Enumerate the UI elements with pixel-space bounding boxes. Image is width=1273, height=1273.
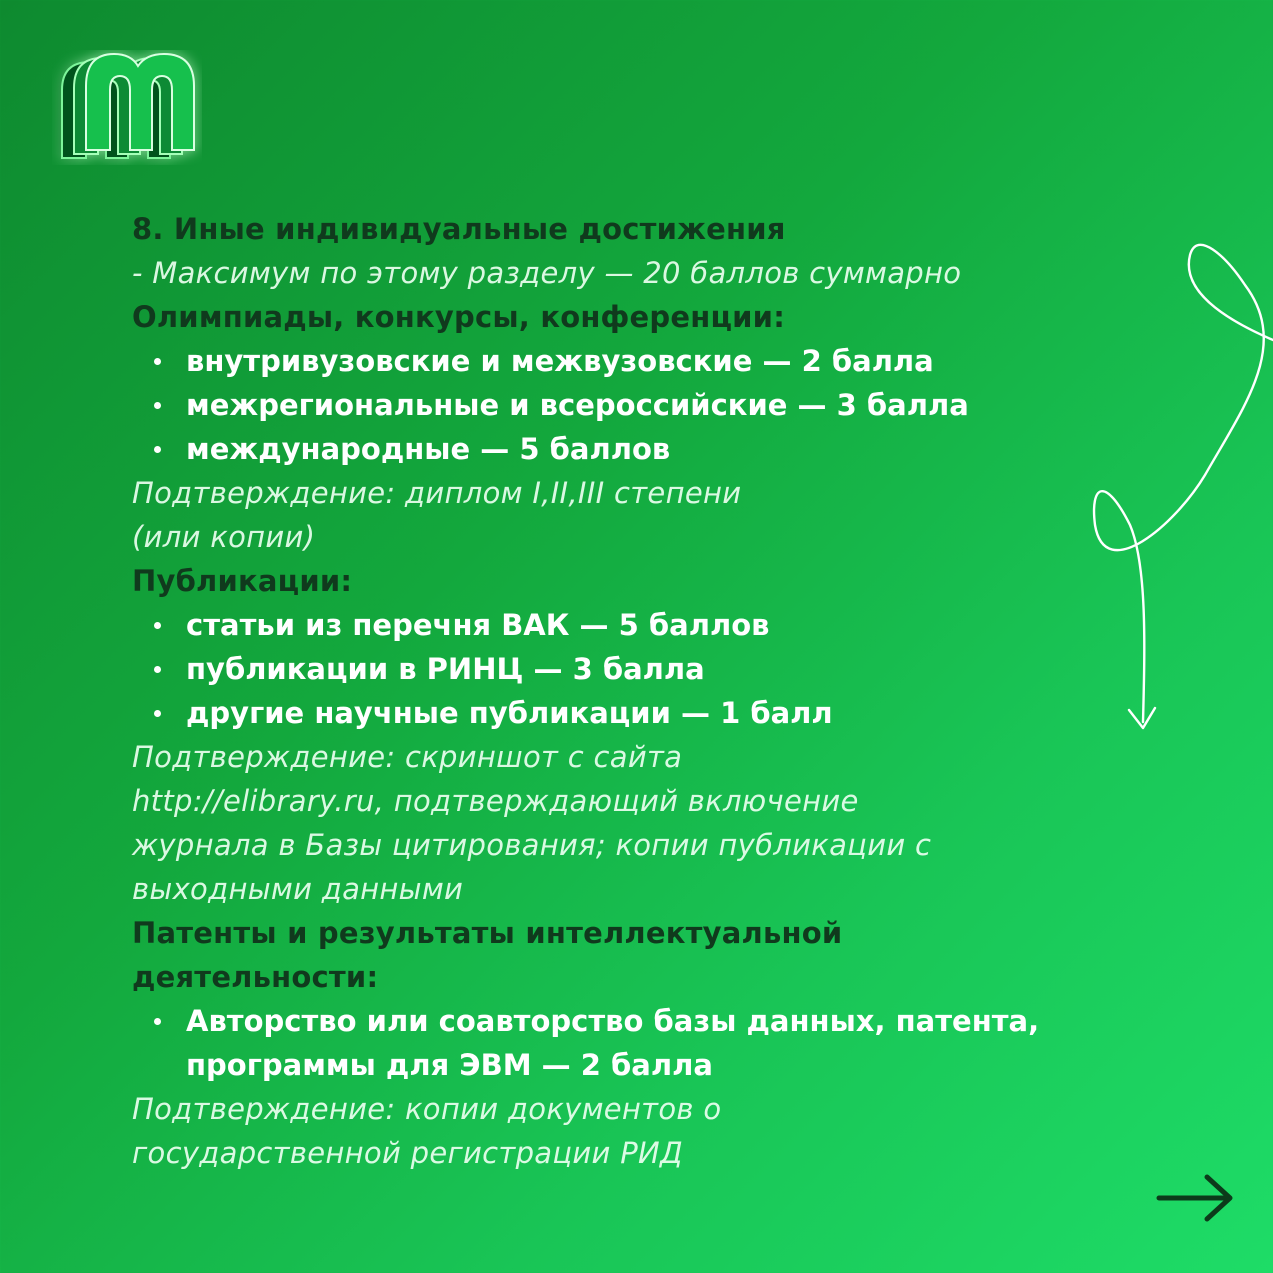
- arrow-right-icon[interactable]: [1155, 1172, 1237, 1224]
- m-letter-logo: [52, 50, 202, 165]
- publications-confirmation-line: выходными данными: [132, 872, 464, 906]
- list-item-line: Авторство или соавторство базы данных, патента,: [186, 1004, 1040, 1038]
- list-item: межрегиональные и всероссийские — 3 балла: [132, 383, 1172, 427]
- publications-confirmation-line: Подтверждение: скриншот с сайта: [132, 740, 683, 774]
- list-item: публикации в РИНЦ — 3 балла: [132, 647, 1172, 691]
- publications-confirmation-line: журнала в Базы цитирования; копии публикации с: [132, 828, 932, 862]
- patents-confirmation-line: Подтверждение: копии документов о: [132, 1092, 722, 1126]
- list-item: [132, 999, 1172, 1087]
- list-item: другие научные публикации — 1 балл: [132, 691, 1172, 735]
- main-content: [132, 207, 1172, 1175]
- list-item-line: программы для ЭВМ — 2 балла: [186, 1048, 713, 1082]
- olympiads-list: [132, 339, 1172, 471]
- list-item: внутривузовские и межвузовские — 2 балла: [132, 339, 1172, 383]
- patents-heading-line: Патенты и результаты интеллектуальной: [132, 916, 843, 950]
- olympiads-confirmation-line: (или копии): [132, 520, 316, 554]
- olympiads-heading: Олимпиады, конкурсы, конференции:: [132, 300, 785, 334]
- section-title: 8. Иные индивидуальные достижения: [132, 212, 786, 246]
- list-item: статьи из перечня ВАК — 5 баллов: [132, 603, 1172, 647]
- olympiads-confirmation-line: Подтверждение: диплом I,II,III степени: [132, 476, 742, 510]
- publications-confirmation-line: http://elibrary.ru, подтверждающий включение: [132, 784, 859, 818]
- publications-heading: Публикации:: [132, 564, 353, 598]
- patents-confirmation-line: государственной регистрации РИД: [132, 1136, 683, 1170]
- publications-list: [132, 603, 1172, 735]
- patents-heading-line: деятельности:: [132, 960, 379, 994]
- section-max-note: - Максимум по этому разделу — 20 баллов суммарно: [132, 256, 962, 290]
- patents-list: [132, 999, 1172, 1087]
- list-item: международные — 5 баллов: [132, 427, 1172, 471]
